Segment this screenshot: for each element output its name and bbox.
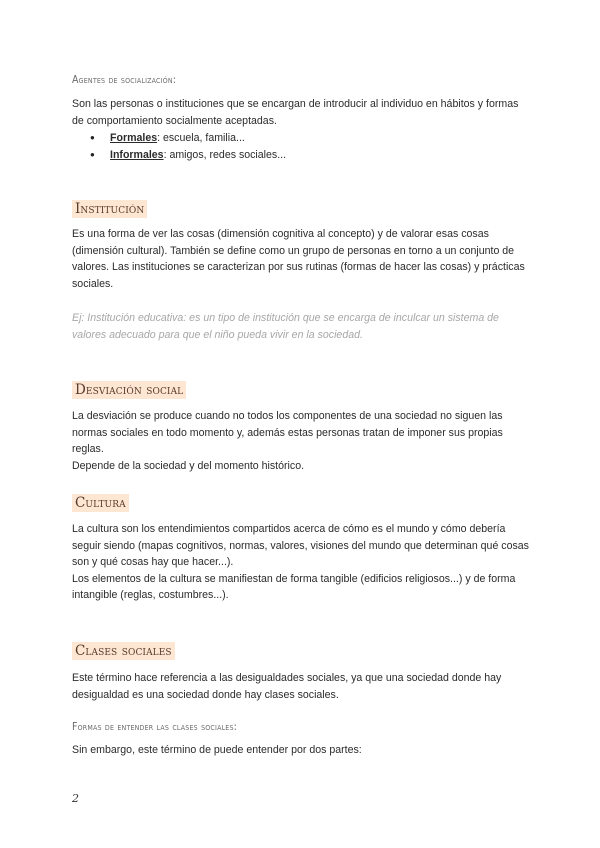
heading-cultura: Cultura [72, 494, 129, 512]
text-line: desigualdad es una sociedad donde hay clases sociales. [72, 688, 339, 701]
text-line: son y qué cosas hay que hacer...). [72, 556, 234, 568]
paragraph-desviacion [72, 408, 532, 474]
paragraph-institucion [72, 226, 532, 292]
bullet-list-agentes [72, 130, 512, 163]
heading-desviacion-social: Desviación social [72, 381, 186, 399]
paragraph-cultura [72, 521, 532, 604]
text-line: La desviación se produce cuando no todos los componentes de una sociedad no siguen las [72, 410, 503, 422]
text-line: valores adecuado para que el niño pueda vivir en la sociedad. [72, 328, 363, 341]
text-line: de comportamiento socialmente aceptadas. [72, 114, 277, 127]
page-number: 2 [72, 792, 79, 805]
heading-institucion: Institución [72, 200, 147, 218]
text-line: Este término hace referencia a las desigualdades sociales, ya que una sociedad donde hay [72, 672, 502, 684]
example-institucion [72, 310, 532, 343]
bullet-text: : amigos, redes sociales... [163, 148, 287, 161]
text-line: seguir siendo (mapas cognitivos, normas, valores, visiones del mundo que determinan qué cosas [72, 539, 529, 552]
list-item [72, 147, 512, 164]
bullet-term: Formales [110, 132, 158, 144]
text-line: normas sociales en todo momento y, además estas personas tratan de imponer sus propias [72, 426, 503, 439]
text-line: Los elementos de la cultura se manifiestan de forma tangible (edificios religiosos...) y de forma [72, 572, 516, 585]
text-line: valores. Las instituciones se caracterizan por sus rutinas (formas de hacer las cosas) y prácticas [72, 261, 525, 273]
list-item [72, 130, 512, 147]
text-line: Es una forma de ver las cosas (dimensión cognitiva al concepto) y de valorar esas cosas [72, 228, 489, 240]
text-line: Ej: Institución educativa: es un tipo de institución que se encarga de inculcar un sistema de [72, 312, 499, 324]
heading-agentes-socializacion: Agentes de socialización: [72, 74, 177, 86]
text-line: intangible (reglas, costumbres...). [72, 589, 229, 601]
heading-clases-sociales: Clases sociales [72, 642, 175, 660]
heading-formas-entender: Formas de entender las clases sociales: [72, 721, 238, 733]
text-line: reglas. [72, 443, 104, 455]
text-line: sociales. [72, 277, 114, 290]
text-line: Son las personas o instituciones que se encargan de introducir al individuo en hábitos y formas [72, 98, 519, 110]
bullet-text: : escuela, familia... [157, 132, 245, 144]
paragraph-agentes [72, 96, 532, 129]
text-line: La cultura son los entendimientos compartidos acerca de cómo es el mundo y cómo debería [72, 523, 506, 535]
text-line: (dimensión cultural). También se define como un grupo de personas en torno a un conjunto de [72, 244, 515, 257]
paragraph-clases [72, 670, 532, 703]
text-line: Sin embargo, este término de puede entender por dos partes: [72, 744, 362, 756]
paragraph-formas [72, 742, 532, 759]
bullet-term: Informales [110, 148, 164, 161]
text-line: Depende de la sociedad y del momento histórico. [72, 459, 305, 472]
